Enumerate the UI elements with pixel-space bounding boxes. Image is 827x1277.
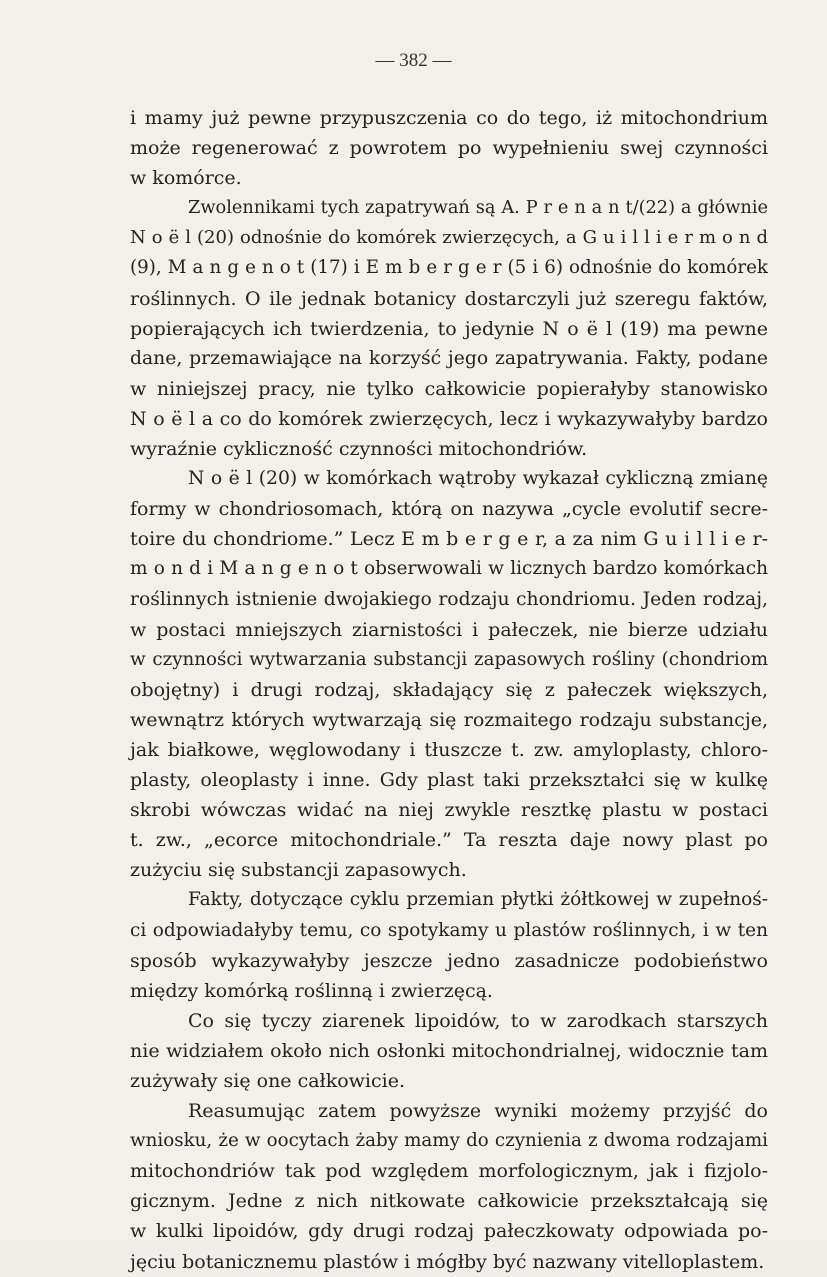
text-line: zużyciu się substancji zapasowych.	[130, 859, 467, 882]
text-line: (9), M a n g e n o t (17) i E m b e r g e r (5 i 6) odnośnie do komórek	[130, 257, 768, 279]
text-line: między komórką roślinną i zwierzęcą.	[130, 979, 493, 1002]
text-line: w kulki lipoidów, gdy drugi rodzaj pałeczkowaty odpowiada po-	[130, 1220, 768, 1243]
text-line: gicznym. Jedne z nich nitkowate całkowicie przekształcają się	[130, 1190, 768, 1213]
text-line: popierających ich twierdzenia, to jedynie N o ë l (19) ma pewne	[130, 317, 768, 340]
text-line: toire du chondriome.” Lecz E m b e r g e r, a za nim G u i l l i e r-	[130, 528, 768, 551]
text-line: jak białkowe, węglowodany i tłuszcze t. zw. amyloplasty, chloro-	[130, 738, 768, 761]
text-line: w czynności wytwarzania substancji zapasowych rośliny (chondriom	[130, 648, 768, 670]
text-line: N o ë l a co do komórek zwierzęcych, lecz i wykazywałyby bardzo	[130, 407, 768, 430]
text-line: w komórce.	[130, 167, 242, 190]
text-line: wewnątrz których wytwarzają się rozmaitego rodzaju substancje,	[130, 708, 768, 731]
text-line: wyraźnie cykliczność czynności mitochondriów.	[130, 438, 588, 461]
text-line: m o n d i M a n g e n o t obserwowali w licznych bardzo komórkach	[130, 558, 768, 580]
text-line: i mamy już pewne przypuszczenia co do tego, iż mitochondrium	[130, 107, 768, 129]
text-line: w niniejszej pracy, nie tylko całkowicie popierałyby stanowisko	[130, 377, 768, 400]
text-line: wniosku, że w oocytach żaby mamy do czynienia z dwoma rodzajami	[130, 1130, 768, 1152]
text-line: nie widziałem około nich osłonki mitochondrialnej, widocznie tam	[130, 1039, 768, 1062]
text-line: dane, przemawiające na korzyść jego zapatrywania. Fakty, podane	[130, 347, 768, 369]
text-line: może regenerować z powrotem po wypełnieniu swej czynności	[130, 137, 768, 160]
text-line: Fakty, dotyczące cyklu przemian płytki żółtkowej w zupełnoś-	[188, 889, 768, 911]
text-line: mitochondriów tak pod względem morfologicznym, jak i fizjolo-	[130, 1160, 768, 1183]
text-line: formy w chondriosomach, którą on nazywa „cycle evolutif secre-	[130, 498, 768, 521]
text-line: jęciu botanicznemu plastów i mógłby być nazwany vitelloplastem.	[130, 1250, 765, 1273]
text-line: plasty, oleoplasty i inne. Gdy plast taki przekształci się w kulkę	[130, 769, 768, 792]
text-line: zużywały się one całkowicie.	[130, 1070, 406, 1092]
text-line: Co się tyczy ziarenek lipoidów, to w zarodkach starszych	[188, 1009, 768, 1032]
text-line: ci odpowiadałyby temu, co spotykamy u plastów roślinnych, i w ten	[130, 919, 768, 941]
text-line: roślinnych istnienie dwojakiego rodzaju chondriomu. Jeden rodzaj,	[130, 588, 768, 610]
text-line: sposób wykazywałyby jeszcze jedno zasadnicze podobieństwo	[130, 949, 768, 972]
text-line: roślinnych. O ile jednak botanicy dostarczyli już szeregu faktów,	[130, 287, 768, 310]
text-line: Reasumując zatem powyższe wyniki możemy przyjść do	[188, 1100, 768, 1123]
text-line: t. zw., „ecorce mitochondriale.” Ta reszta daje nowy plast po	[130, 829, 768, 852]
text-line: obojętny) i drugi rodzaj, składający się z pałeczek większych,	[130, 678, 768, 701]
text-line: Zwolennikami tych zapatrywań są A. P r e n a n t/(22) a głównie	[188, 198, 768, 219]
text-line: N o ë l (20) w komórkach wątroby wykazał cykliczną zmianę	[188, 468, 768, 490]
page-number: — 382 —	[375, 50, 452, 71]
body-text	[130, 103, 768, 1277]
text-line: N o ë l (20) odnośnie do komórek zwierzęcych, a G u i l l i e r m o n d	[130, 227, 768, 249]
text-line: w postaci mniejszych ziarnistości i pałeczek, nie bierze udziału	[130, 618, 768, 641]
text-line: skrobi wówczas widać na niej zwykle resztkę plastu w postaci	[130, 799, 768, 822]
